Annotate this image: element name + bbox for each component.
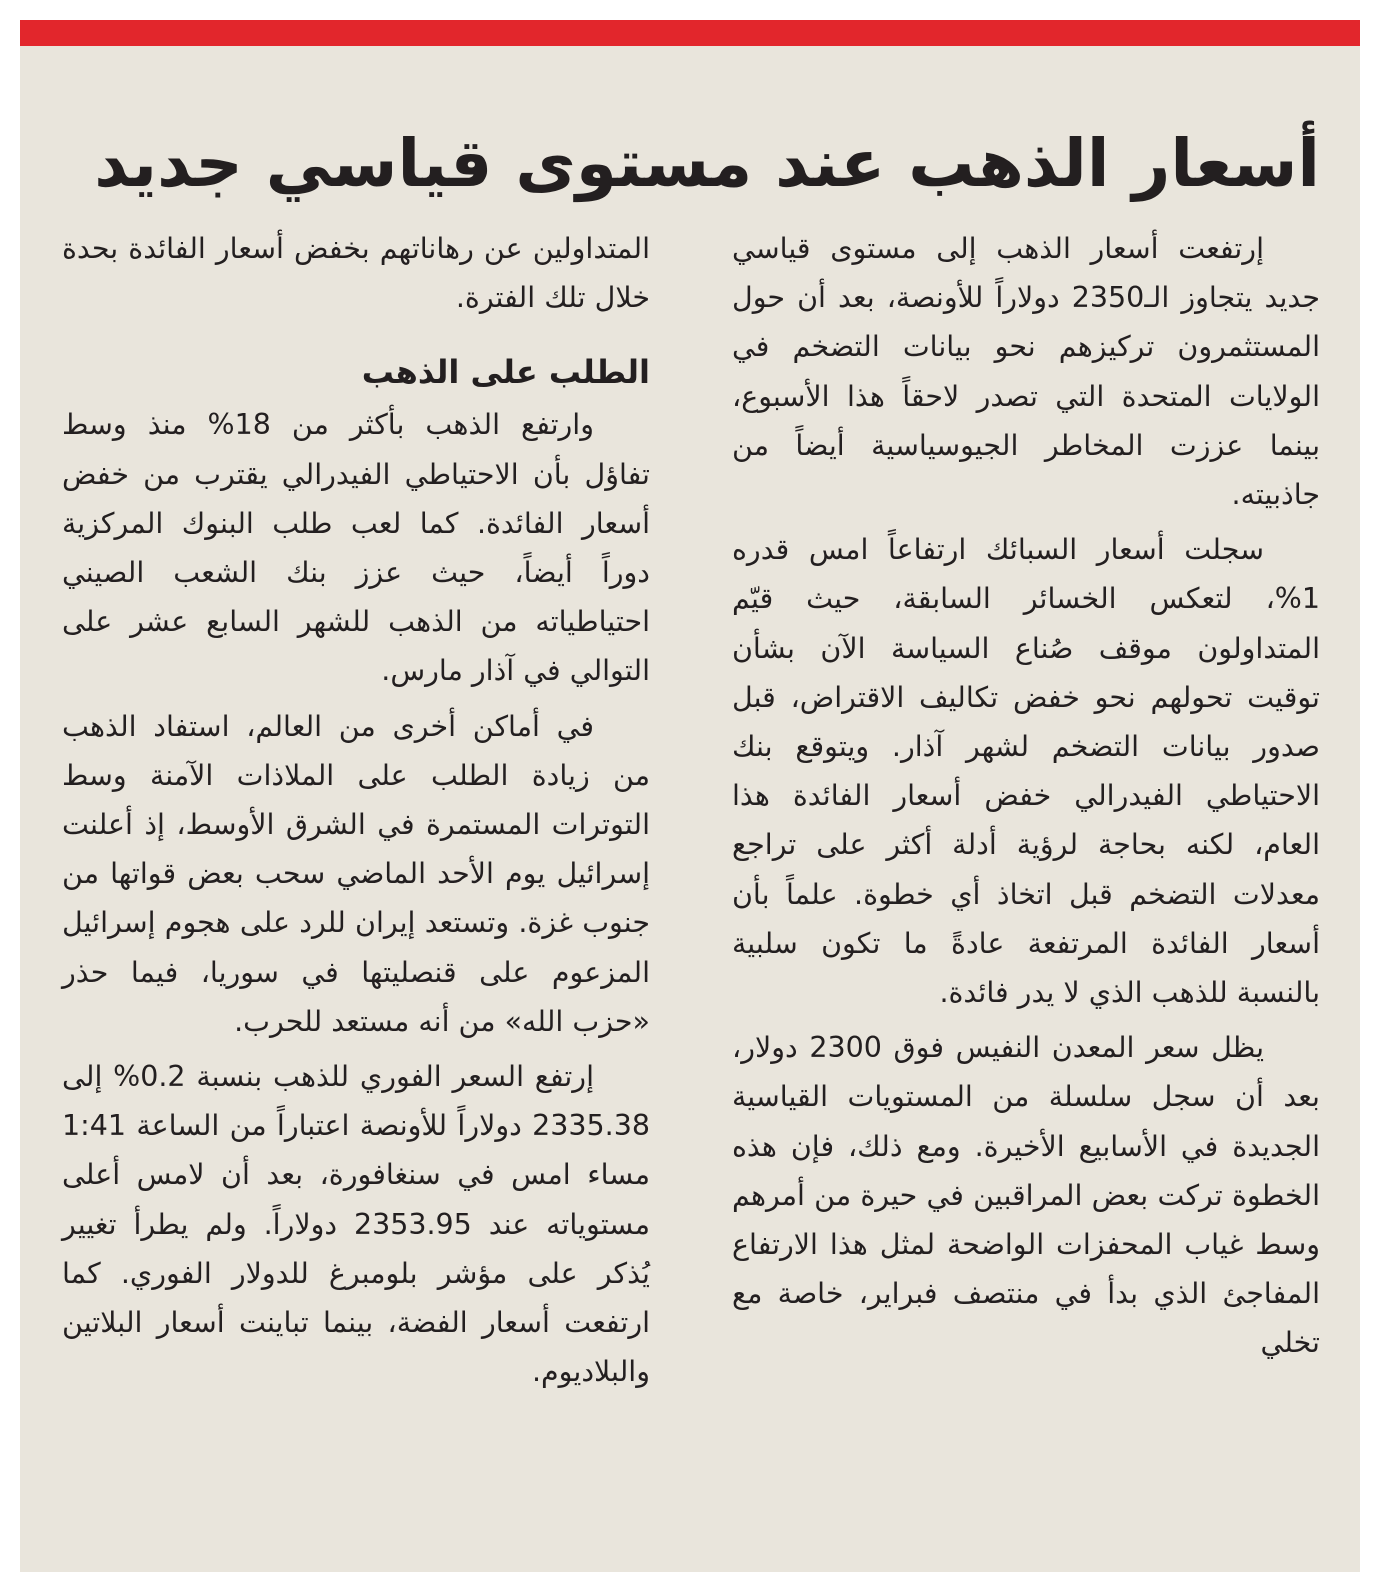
accent-bar [20, 20, 1360, 46]
paragraph: إرتفع السعر الفوري للذهب بنسبة 0.2% إلى 2335.38 دولاراً للأونصة اعتباراً من الساعة 1:41 مساء امس في سنغافورة، بعد أن لامس أعلى مستوياته عند 2353.95 دولاراً. ولم يطرأ تغيير يُذكر على مؤشر بلومبرغ للدولار الفوري. كما ارتفعت أسعار الفضة، بينما تباينت أسعار البلاتين والبلاديوم. [62, 1060, 650, 1389]
subheading: الطلب على الذهب [361, 353, 650, 392]
paragraph: سجلت أسعار السبائك ارتفاعاً امس قدره 1%، لتعكس الخسائر السابقة، حيث قيّم المتداولون موقف صُناع السياسة الآن بشأن توقيت تحولهم نحو خفض تكاليف الاقتراض، قبل صدور بيانات التضخم لشهر آذار. ويتوقع بنك الاحتياطي الفيدرالي خفض أسعار الفائدة هذا العام، لكنه بحاجة لرؤية أدلة أكثر على تراجع معدلات التضخم قبل اتخاذ أي خطوة. علماً بأن أسعار الفائدة المرتفعة عادةً ما تكون سلبية بالنسبة للذهب الذي لا يدر فائدة. [732, 533, 1320, 1010]
paragraph: إرتفعت أسعار الذهب إلى مستوى قياسي جديد يتجاوز الـ2350 دولاراً للأونصة، بعد أن حول المستثمرون تركيزهم نحو بيانات التضخم في الولايات المتحدة التي تصدر لاحقاً هذا الأسبوع، بينما عززت المخاطر الجيوسياسية أيضاً من جاذبيته. [732, 232, 1320, 512]
paragraph: في أماكن أخرى من العالم، استفاد الذهب من زيادة الطلب على الملاذات الآمنة وسط التوترات المستمرة في الشرق الأوسط، إذ أعلنت إسرائيل يوم الأحد الماضي سحب بعض قواتها من جنوب غزة. وتستعد إيران للرد على هجوم إسرائيل المزعوم على قنصليتها في سوريا، فيما حذر «حزب الله» من أنه مستعد للحرب. [62, 709, 650, 1038]
newspaper-clipping [20, 20, 1360, 1572]
paragraph: يظل سعر المعدن النفيس فوق 2300 دولار، بعد أن سجل سلسلة من المستويات القياسية الجديدة في الأسابيع الأخيرة. ومع ذلك، فإن هذه الخطوة تركت بعض المراقبين في حيرة من أمرهم وسط غياب المحفزات الواضحة لمثل هذا الارتفاع المفاجئ الذي بدأ في منتصف فبراير، خاصة مع تخلي [732, 1031, 1320, 1360]
left-column [62, 224, 650, 1402]
headline: أسعار الذهب عند مستوى قياسي جديد [94, 125, 1320, 202]
paragraph: وارتفع الذهب بأكثر من 18% منذ وسط تفاؤل بأن الاحتياطي الفيدرالي يقترب من خفض أسعار الفائدة. كما لعب طلب البنوك المركزية دوراً أيضاً، حيث عزز بنك الشعب الصيني احتياطياته من الذهب للشهر السابع عشر على التوالي في آذار مارس. [62, 408, 650, 688]
paragraph-continuation: المتداولين عن رهاناتهم بخفض أسعار الفائدة بحدة خلال تلك الفترة. [62, 232, 650, 315]
right-column [732, 224, 1320, 1374]
